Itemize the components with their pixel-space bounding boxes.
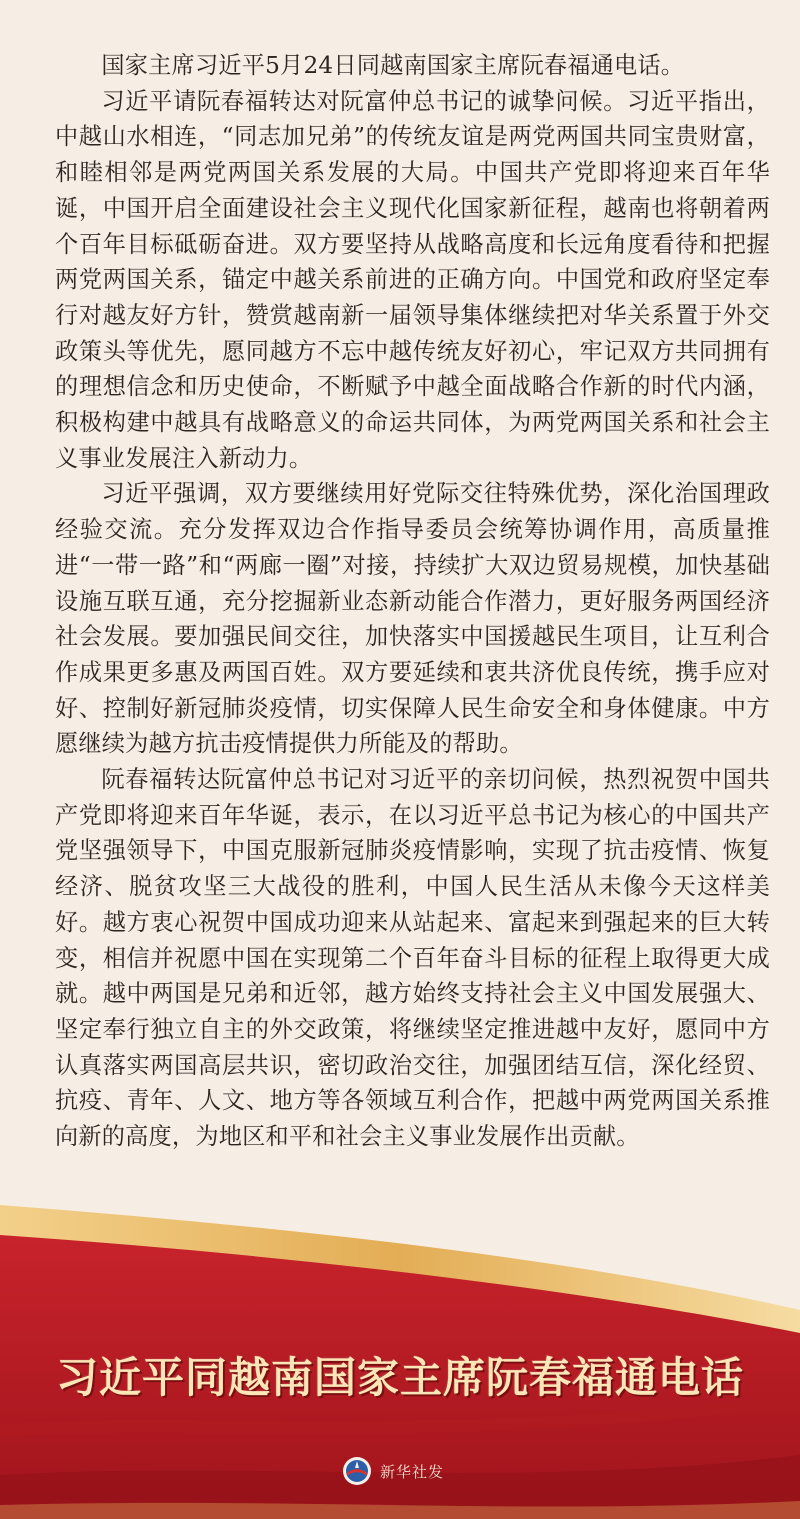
source-credit	[342, 1456, 444, 1486]
paragraph-3: 习近平强调，双方要继续用好党际交往特殊优势，深化治国理政经验交流。充分发挥双边合作指导委员会统筹协调作用，高质量推进“一带一路”和“两廊一圈”对接，持续扩大双边贸易规模，加快基础设施互联互通，充分挖掘新业态新动能合作潜力，更好服务两国经济社会发展。要加强民间交往，加快落实中国援越民生项目，让互利合作成果更多惠及两国百姓。双方要延续和衷共济优良传统，携手应对好、控制好新冠肺炎疫情，切实保障人民生命安全和身体健康。中方愿继续为越方抗击疫情提供力所能及的帮助。	[55, 480, 770, 758]
paragraph-4: 阮春福转达阮富仲总书记对习近平的亲切问候，热烈祝贺中国共产党即将迎来百年华诞，表示，在以习近平总书记为核心的中国共产党坚强领导下，中国克服新冠肺炎疫情影响，实现了抗击疫情、恢复经济、脱贫攻坚三大战役的胜利，中国人民生活从未像今天这样美好。越方衷心祝贺中国成功迎来从站起来、富起来到强起来的巨大转变，相信并祝愿中国在实现第二个百年奋斗目标的征程上取得更大成就。越中两国是兄弟和近邻，越方始终支持社会主义中国发展强大、坚定奉行独立自主的外交政策，将继续坚定推进越中友好，愿同中方认真落实两国高层共识，密切政治交往，加强团结互信，深化经贸、抗疫、青年、人文、地方等各领域互利合作，把越中两党两国关系推向新的高度，为地区和平和社会主义事业发展作出贡献。	[55, 766, 770, 1151]
xinhua-globe-icon	[342, 1456, 372, 1486]
paragraph-1: 国家主席习近平5月24日同越南国家主席阮春福通电话。	[101, 52, 685, 79]
source-label: 新华社发	[380, 1462, 445, 1481]
paragraph-2: 习近平请阮春福转达对阮富仲总书记的诚挚问候。习近平指出，中越山水相连，“同志加兄弟”的传统友谊是两党两国共同宝贵财富，和睦相邻是两党两国关系发展的大局。中国共产党即将迎来百年华诞，中国开启全面建设社会主义现代化国家新征程，越南也将朝着两个百年目标砥砺奋进。双方要坚持从战略高度和长远角度看待和把握两党两国关系，锚定中越关系前进的正确方向。中国党和政府坚定奉行对越友好方针，赞赏越南新一届领导集体继续把对华关系置于外交政策头等优先，愿同越方不忘中越传统友好初心，牢记双方共同拥有的理想信念和历史使命，不断赋予中越全面战略合作新的时代内涵，积极构建中越具有战略意义的命运共同体，为两党两国关系和社会主义事业发展注入新动力。	[55, 87, 770, 472]
banner-title: 习近平同越南国家主席阮春福通电话	[55, 1353, 744, 1402]
article-body	[55, 48, 770, 1155]
